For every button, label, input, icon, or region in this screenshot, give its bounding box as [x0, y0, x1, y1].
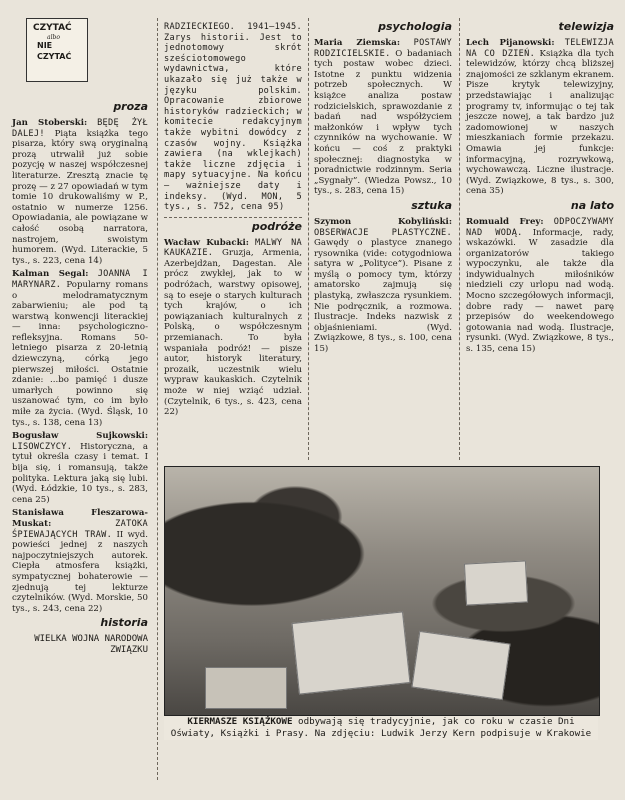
review-text: II wyd. powieści jednej z naszych najpoczytniejszych autorek. Ciepła atmosfera książki, sympatycznej bohaterowie — zjednują tej lekturze czytelników. (Wyd. Morskie, 50 tys., s. 243, cena 22)	[12, 529, 149, 614]
photo-caption	[164, 716, 598, 740]
review-pijanowski	[466, 38, 614, 197]
section-head-na-lato: na lato	[570, 198, 614, 212]
review-text: Piąta książka tego pisarza, który swą oryginalną prozą utrwalił już sobie pozycję w naszej współczesnej literaturze. Zresztą znacie tę prozę — z 27 opowiadań w tym tomie 10 drukowaliśmy w P., ostatnio w numerze 1256. Opowiadania, ale powiązane w całość osobą narratora, nastrojem, swoistym humorem. (Wyd. Literackie, 5 tys., s. 223, cena 14)	[12, 128, 149, 266]
review-text: Historyczna, a tytuł określa czasy i temat. I bija się, i romansują, także polityka. Lektura jaką się lubi. (Wyd. Łódzkie, 10 tys., s. 283, cena 25)	[12, 441, 148, 505]
section-head-sztuka: sztuka	[411, 198, 452, 212]
caption-text: odbywają się tradycyjnie, jak co roku w czasie Dni Oświaty, Książki i Prasy. Na zdjęciu: Ludwik Jerzy Kern podpisuje w Krakowie	[170, 716, 592, 739]
review-stoberski	[12, 118, 148, 266]
review-text: Popularny romans o melodramatycznym zabarwieniu; ale pod tą warstwą konwencji literackiej — inna: psychologiczno-refleksyjna. Romans 50-letniego pisarza z 20-letnią dziewczyną, córką jego pierwszej miłości. Ostatnie zdanie: ...bo pamięć i dusze umarłych powinno się uszanować tym, co im było miłe za życia. (Wyd. Śląsk, 10 tys., s. 138, cena 13)	[12, 279, 148, 428]
review-title: BĘDĘ ŻYŁ DALEJ!	[12, 118, 148, 139]
review-author: Wacław Kubacki:	[164, 237, 249, 248]
review-title: ZATOKA ŚPIEWAJĄCYCH TRAW.	[12, 518, 148, 540]
section-head-historia: historia	[100, 616, 148, 630]
review-text: Książka dla tych telewidzów, którzy chcą bliższej znajomości ze szklanym ekranem. Pisze krytyk telewizyjny, przedstawiając i analizując programy tv, informując o tej tak jeszcze nowej, a tak bardzo już zadomowionej w naszych mieszkaniach formie przekazu. Omawia jej funkcje: informacyjną, rozrywkową, wychowawczą. Liczne ilustracje. (Wyd. Związkowe, 8 tys., s. 300, cena 35)	[466, 48, 614, 197]
review-kubacki	[164, 238, 302, 418]
column-divider	[308, 18, 309, 460]
section-head-psychologia: psychologia	[378, 20, 452, 33]
logo-line-1: CZYTAĆ	[33, 23, 72, 33]
section-head-podroze: podróże	[251, 219, 302, 233]
photo-book-pile	[292, 611, 411, 694]
review-title: OBSERWACJE PLASTYCZNE.	[314, 227, 452, 238]
review-author: Maria Ziemska:	[314, 38, 400, 48]
section-divider	[164, 217, 302, 218]
review-title: TELEWIZJA NA CO DZIEŃ.	[466, 38, 614, 59]
caption-lead: KIERMASZE KSIĄŻKOWE	[187, 716, 293, 727]
review-title: POSTAWY RODZICIELSKIE.	[314, 38, 452, 59]
review-author: Bogusław Sujkowski:	[12, 431, 148, 442]
book-fair-photo	[164, 466, 600, 716]
photo-book-pile	[411, 631, 510, 700]
review-text: RADZIECKIEGO. 1941—1945. Zarys historii. Jest to jednotomowy skrót sześciotomowego wydawnictwa, które ukazało się już także w języku polskim. Opracowanie zbiorowe historyków radzieckich; w komitecie redakcyjnym także wybitni dowódcy z czasów wojny. Książka zawiera (na wklejkach) także liczne zdjęcia i mapy sytuacyjne. Na końcu — ważniejsze daty i indeksy. (Wyd. MON, 5 tys., s. 752, cena 95)	[164, 22, 302, 213]
review-text: Gawędy o plastyce znanego rysownika (vide: cotygodniowa satyra w „Polityce”). Pisane z myślą o pomocy tym, którzy amatorsko zajmują się plastyką, zwłaszcza rysunkiem. Nie podręcznik, a rozmowa. Ilustracje. Indeks nazwisk z objaśnieniami. (Wyd. Związkowe, 8 tys., s. 100, cena 15)	[314, 238, 452, 355]
logo-line-3: NIE CZYTAĆ	[37, 41, 72, 61]
review-wielka-wojna	[164, 22, 302, 213]
review-kobylinski	[314, 217, 452, 355]
photo-book-pile	[464, 560, 528, 605]
column-4	[466, 18, 614, 358]
photo-book-pile	[205, 667, 287, 709]
section-head-telewizja: telewizja	[558, 20, 614, 33]
review-author: Kalman Segal:	[12, 269, 89, 280]
review-title: JOANNA I MARYNARZ.	[12, 269, 148, 290]
review-historia-start: WIELKA WOJNA NARODOWA ZWIĄZKU	[34, 634, 148, 656]
review-title: MALWY NA KAUKAZIE.	[164, 237, 303, 259]
review-text: O badaniach tych postaw wobec dzieci. Istotne z punktu widzenia potrzeb społecznych. W książce analiza postaw rodzicielskich, sprawozdanie z badań nad współżyciem małżonków i wpływ tych czynników na wychowanie. W końcu — coś z praktyki społecznej: diagnostyka w poradnictwie rodzinnym. Seria „Sygnały”. (Wiedza Powsz., 10 tys., s. 283, cena 15)	[314, 48, 452, 197]
czytac-logo	[26, 18, 88, 82]
review-title: ODPOCZYWAMY NAD WODĄ.	[466, 216, 614, 238]
review-author: Szymon Kobyliński:	[314, 216, 452, 227]
logo-line-2: albo	[47, 34, 60, 41]
review-author: Jan Stoberski:	[12, 118, 88, 128]
review-author: Lech Pijanowski:	[466, 38, 555, 48]
review-author: Stanisława Fleszarowa-Muskat:	[12, 508, 148, 529]
column-1	[12, 18, 148, 656]
review-frey	[466, 217, 614, 355]
column-3	[314, 18, 452, 358]
review-sujkowski	[12, 431, 148, 505]
review-author: Romuald Frey:	[466, 216, 544, 227]
review-text: Gruzja, Armenia, Azerbejdżan, Dagestan. Ale prócz zwykłej, jak to w podróżach, warstwy opisowej, są to eseje o starych kulturach tych krajów, o ich powiązaniach kulturalnych z Polską, o współczesnym przemianach. To była wspaniała podróż! — pisze autor, historyk literatury, prozaik, uczestnik wielu wypraw kaukaskich. Czytelnik może w niej wziąć udział. (Czytelnik, 6 tys., s. 423, cena 22)	[164, 248, 302, 418]
column-2	[164, 22, 302, 421]
review-segal	[12, 269, 148, 428]
review-text: Informacje, rady, wskazówki. W zasadzie dla organizatorów takiego wypoczynku, ale także dla indywidualnych miłośników niedzieli czy urlopu nad wodą. Mocno szczegółowych informacji, dobre rady — nawet parę przepisów do weekendowego gotowania nad wodą. Ilustracje, rysunki. (Wyd. Związkowe, 8 tys., s. 135, cena 15)	[466, 227, 614, 355]
section-head-proza: proza	[113, 100, 148, 113]
column-divider	[157, 18, 158, 780]
column-divider	[459, 18, 460, 460]
review-ziemska	[314, 38, 452, 197]
review-fleszarowa	[12, 508, 148, 614]
review-title: LISOWCZYCY.	[12, 441, 73, 452]
